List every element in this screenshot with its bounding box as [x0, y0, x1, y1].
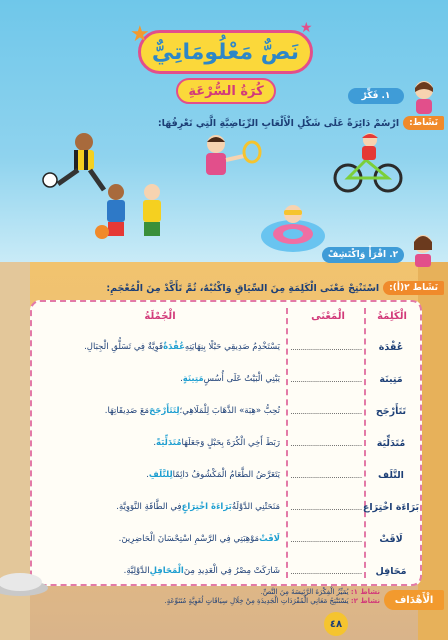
meaning-blank[interactable]: ................................... [290, 374, 362, 384]
table-row [28, 458, 420, 492]
header-meaning: الْمَعْنَى [311, 310, 345, 322]
star-icon: ★ [300, 20, 313, 36]
table-row [28, 490, 420, 524]
objective-2-label: نشاط ٢: [350, 597, 380, 606]
table-row [28, 522, 420, 556]
sentence-keyword: لَاقَتْ [259, 534, 280, 544]
meaning-blank[interactable]: ................................... [290, 566, 362, 576]
objectives-list [90, 588, 380, 607]
sentence-keyword: الْمَحَافِلِ [149, 566, 184, 576]
objective-2-text: يَسْتَنْتِجُ مَعَانِي الْمُفْرَدَاتِ الْجَدِيدَةِ مِنْ خِلَالِ سِيَاقَاتٍ لُغَوِيَّةٍ مُتَنَوِّعَةٍ. [164, 597, 349, 606]
sentence-keyword: عُقْدَةٌ [163, 342, 185, 352]
objective-item [90, 597, 380, 606]
star-icon: ★ [130, 22, 150, 47]
meaning-blank[interactable]: ................................... [290, 534, 362, 544]
sentence-text: تُحِبُّ «هِبَة» الذَّهَابَ لِلْمَلَاهِي؛ [179, 406, 280, 416]
page-number: ٤٨ [324, 612, 348, 636]
table-row [28, 394, 420, 428]
sentence-keyword: لِلتَّلَفِ [148, 470, 173, 480]
sentence-text: يَبْنِي الْبَيْتُ عَلَى أُسُسٍ [203, 374, 280, 384]
sentence-text: شَارَكَتْ مِصْرُ فِي الْعَدِيدِ مِنَ [183, 566, 280, 576]
sentence-text: رَبَطَ أَخِي الْكُرَةَ بِحَبْلٍ وَجَعَلَهَا [181, 438, 280, 448]
row-sentence [34, 330, 284, 364]
table-row [28, 554, 420, 588]
sentence-text: مَنَحَتْنِي الدَّوْلَةُ [231, 502, 280, 512]
sentence-keyword: مُتَدَلِّيَةً [156, 438, 182, 448]
title-main: نَصٌّ مَعْلُومَاتِيٌّ [138, 30, 313, 74]
sentence-text: مَوْهِبَتِي فِي الرَّسْمِ اسْتِحْسَانَ الْحَاضِرِينَ. [118, 534, 260, 544]
sentence-keyword: مَتِينَةٍ [182, 374, 204, 384]
table-row [28, 330, 420, 364]
objectives-label: الْأَهْدَاف [384, 590, 444, 610]
sentence-text: قَوِيَّةٌ فِي تَسَلُّقِ الْجِبَالِ. [84, 342, 164, 352]
meaning-blank[interactable]: ................................... [290, 342, 362, 352]
vocabulary-table [30, 300, 422, 586]
meaning-blank[interactable]: ................................... [290, 438, 362, 448]
section-read-label: ٢. اقْرَأْ وَاكْتَشِفْ [322, 247, 404, 263]
title-sub: كُرَةُ السُّرْعَةِ [176, 78, 276, 104]
header-word: الْكَلِمَةُ [377, 310, 407, 322]
lesson-title [138, 30, 313, 110]
activity-1-text: ارْسُمْ دَائِرَةً عَلَى شَكْلِ الْأَلْعَابِ الرِّيَاضِيَّةِ الَّتِي تَعْرِفُهَا: [157, 117, 400, 129]
sentence-text: يَسْتَخْدِمُ صَدِيقِي حَبْلًا بِنِهَايَتِهِ [184, 342, 280, 352]
sentence-text: الدَّوْلِيَّةِ. [123, 566, 150, 576]
swimmer-icon [258, 196, 328, 256]
sentence-text: مَعَ صَدِيقَاتِهَا. [104, 406, 150, 416]
sentence-text: . [153, 438, 157, 448]
tennis-player-icon [196, 130, 266, 192]
row-sentence [34, 362, 284, 396]
header-sentence: الْجُمْلَةُ [144, 310, 176, 322]
sentence-keyword: بَرَاءَةَ اخْتِرَاعٍ [181, 502, 232, 512]
row-sentence [34, 458, 284, 492]
activity-2-tag: نَشَاط ٢(أ): [383, 281, 444, 295]
row-sentence [34, 554, 284, 588]
activity-2-text: اسْتَنْتِجْ مَعْنَى الْكَلِمَةِ مِنَ السِّيَاقِ وَاكْتُبْهُ، ثُمَّ تَأَكَّدْ مِنَ الْمُعْجَمِ: [106, 282, 380, 294]
right-wall-strip [418, 262, 448, 640]
section-think-label: ١. فَكِّرْ [348, 88, 404, 104]
meaning-blank[interactable]: ................................... [290, 470, 362, 480]
activity-2-instruction [106, 279, 444, 297]
row-word: مُتَدَلِّيَة [376, 437, 406, 449]
row-word: عُقْدَة [378, 341, 404, 353]
sentence-text: . [146, 470, 149, 480]
objective-1-label: نشاط ١: [350, 588, 380, 596]
row-sentence [34, 426, 284, 460]
meaning-blank[interactable]: ................................... [290, 406, 362, 416]
girl-avatar-icon [408, 78, 440, 116]
row-word: بَرَاءَة اخْتِرَاع [362, 501, 420, 513]
table-row [28, 426, 420, 460]
sentence-text: . [180, 374, 183, 384]
row-word: لَاقَتْ [379, 533, 403, 545]
cyclist-icon [332, 130, 404, 194]
meaning-blank[interactable]: ................................... [290, 502, 362, 512]
activity-1-tag: نَشَاط: [403, 116, 444, 130]
girl-reader-icon [408, 232, 438, 268]
sentence-keyword: لِتَتَأَرْجَحَ [149, 406, 180, 416]
row-word: التَّلَف [378, 469, 404, 481]
row-sentence [34, 490, 284, 524]
basketball-kids-icon [94, 180, 174, 254]
row-word: تَتَأَرْجَح [375, 405, 407, 417]
table-row [28, 362, 420, 396]
row-word: مَتِينَة [379, 373, 403, 385]
row-sentence [34, 522, 284, 556]
objective-1-text: يُمَيِّزُ الْفِكْرَةَ الرَّئِيسَةَ مِنَ النَّصِّ. [260, 588, 349, 596]
sentence-text: يَتَعَرَّضُ الطَّعَامُ الْمَكْشُوفُ دَائِمًا [172, 470, 280, 480]
decorative-shoe-icon [0, 560, 50, 600]
row-word: مَحَافِل [375, 565, 407, 577]
row-sentence [34, 394, 284, 428]
sentence-text: فِي الطَّاقَةِ النَّوَوِيَّةِ. [116, 502, 182, 512]
